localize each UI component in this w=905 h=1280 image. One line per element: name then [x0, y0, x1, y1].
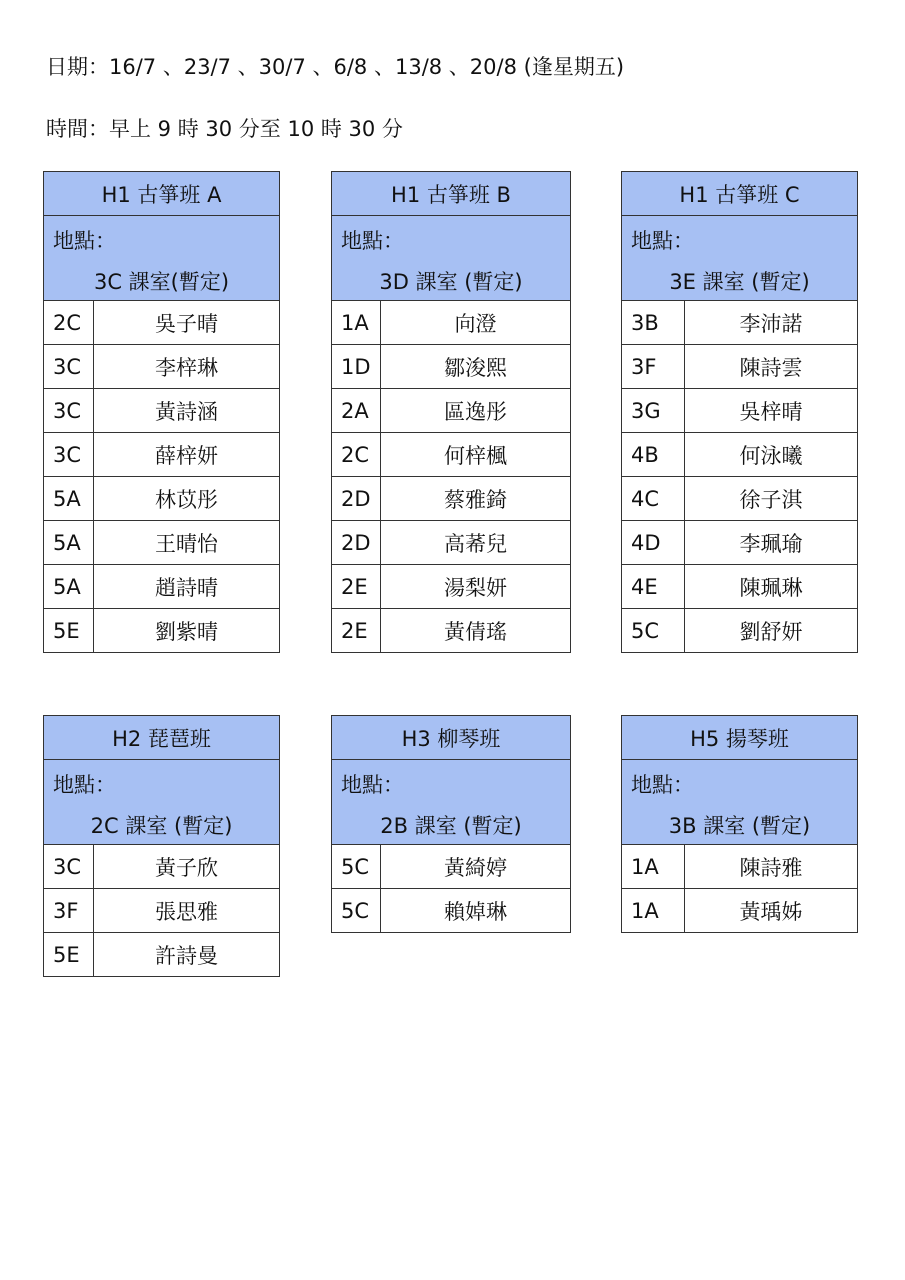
- student-name: 吳子晴: [94, 301, 280, 345]
- class-table: [331, 171, 571, 653]
- location-cell: [44, 216, 280, 301]
- table-row: [622, 609, 858, 653]
- student-name: 何泳曦: [685, 433, 858, 477]
- room-name: 3E 課室 (暫定): [669, 270, 810, 294]
- student-name: 黃詩涵: [94, 389, 280, 433]
- student-class: 3C: [44, 345, 94, 389]
- student-class: 1A: [622, 845, 685, 889]
- location-cell: [622, 760, 858, 845]
- student-name: 高莃兒: [381, 521, 571, 565]
- class-title: H2 琵琶班: [44, 716, 280, 760]
- student-class: 5C: [332, 889, 381, 933]
- table-row: [44, 301, 280, 345]
- table-row: [332, 845, 571, 889]
- location-cell: [332, 760, 571, 845]
- student-name: 區逸彤: [381, 389, 571, 433]
- class-title: H3 柳琴班: [332, 716, 571, 760]
- student-class: 3C: [44, 433, 94, 477]
- class-title: H5 揚琴班: [622, 716, 858, 760]
- table-row: [332, 609, 571, 653]
- location-label: 地點：: [631, 229, 694, 253]
- location-cell: [622, 216, 858, 301]
- student-class: 4B: [622, 433, 685, 477]
- student-class: 2E: [332, 609, 381, 653]
- table-row: [44, 521, 280, 565]
- student-class: 5E: [44, 609, 94, 653]
- student-class: 5A: [44, 477, 94, 521]
- class-title: H1 古箏班 A: [44, 172, 280, 216]
- class-title: H1 古箏班 C: [622, 172, 858, 216]
- room-name: 3D 課室 (暫定): [379, 270, 523, 294]
- student-name: 向澄: [381, 301, 571, 345]
- location-cell: [332, 216, 571, 301]
- student-class: 3F: [44, 889, 94, 933]
- student-name: 賴婥琳: [381, 889, 571, 933]
- student-class: 3B: [622, 301, 685, 345]
- student-name: 黃子欣: [94, 845, 280, 889]
- table-row: [622, 389, 858, 433]
- student-name: 何梓楓: [381, 433, 571, 477]
- student-class: 2D: [332, 521, 381, 565]
- student-name: 張思雅: [94, 889, 280, 933]
- table-row: [332, 389, 571, 433]
- student-name: 林苡彤: [94, 477, 280, 521]
- table-row: [44, 609, 280, 653]
- room-name: 3B 課室 (暫定): [668, 814, 811, 838]
- student-class: 3G: [622, 389, 685, 433]
- table-row: [622, 889, 858, 933]
- student-name: 劉舒妍: [685, 609, 858, 653]
- student-name: 李珮瑜: [685, 521, 858, 565]
- class-table: [43, 171, 280, 653]
- table-row: [44, 477, 280, 521]
- student-name: 黃綺婷: [381, 845, 571, 889]
- student-class: 3F: [622, 345, 685, 389]
- class-title: H1 古箏班 B: [332, 172, 571, 216]
- class-table: [331, 715, 571, 933]
- student-class: 1A: [332, 301, 381, 345]
- table-row: [622, 345, 858, 389]
- table-row: [332, 433, 571, 477]
- table-row: [44, 889, 280, 933]
- student-name: 徐子淇: [685, 477, 858, 521]
- student-name: 黃瑀姊: [685, 889, 858, 933]
- student-name: 陳珮琳: [685, 565, 858, 609]
- table-row: [622, 845, 858, 889]
- table-row: [622, 521, 858, 565]
- table-row: [44, 389, 280, 433]
- class-table: [621, 171, 858, 653]
- student-name: 蔡雅錡: [381, 477, 571, 521]
- table-row: [332, 345, 571, 389]
- student-class: 2C: [332, 433, 381, 477]
- student-name: 薛梓妍: [94, 433, 280, 477]
- location-label: 地點：: [53, 773, 116, 797]
- table-row: [332, 565, 571, 609]
- student-class: 2E: [332, 565, 381, 609]
- student-class: 1D: [332, 345, 381, 389]
- table-row: [332, 521, 571, 565]
- class-table: [621, 715, 858, 933]
- class-table: [43, 715, 280, 977]
- student-class: 3C: [44, 389, 94, 433]
- student-class: 5E: [44, 933, 94, 977]
- table-row: [622, 477, 858, 521]
- location-label: 地點：: [341, 773, 404, 797]
- room-name: 2C 課室 (暫定): [90, 814, 233, 838]
- student-class: 2A: [332, 389, 381, 433]
- student-name: 鄒浚熙: [381, 345, 571, 389]
- student-name: 陳詩雅: [685, 845, 858, 889]
- student-class: 4D: [622, 521, 685, 565]
- table-row: [332, 889, 571, 933]
- room-name: 2B 課室 (暫定): [380, 814, 522, 838]
- location-label: 地點：: [341, 229, 404, 253]
- student-name: 劉紫晴: [94, 609, 280, 653]
- table-row: [44, 565, 280, 609]
- student-class: 5C: [622, 609, 685, 653]
- table-row: [332, 477, 571, 521]
- student-class: 4E: [622, 565, 685, 609]
- table-row: [622, 565, 858, 609]
- student-class: 1A: [622, 889, 685, 933]
- student-name: 李沛諾: [685, 301, 858, 345]
- table-row: [622, 433, 858, 477]
- location-label: 地點：: [53, 229, 116, 253]
- table-row: [622, 301, 858, 345]
- student-name: 趙詩晴: [94, 565, 280, 609]
- student-name: 陳詩雲: [685, 345, 858, 389]
- table-row: [44, 433, 280, 477]
- student-name: 王晴怡: [94, 521, 280, 565]
- student-name: 吳梓晴: [685, 389, 858, 433]
- student-class: 2D: [332, 477, 381, 521]
- student-class: 5C: [332, 845, 381, 889]
- location-cell: [44, 760, 280, 845]
- table-row: [44, 845, 280, 889]
- location-label: 地點：: [631, 773, 694, 797]
- table-row: [44, 933, 280, 977]
- student-class: 5A: [44, 521, 94, 565]
- student-class: 3C: [44, 845, 94, 889]
- table-row: [44, 345, 280, 389]
- student-class: 4C: [622, 477, 685, 521]
- student-name: 許詩曼: [94, 933, 280, 977]
- table-row: [332, 301, 571, 345]
- student-name: 黃倩瑤: [381, 609, 571, 653]
- student-class: 5A: [44, 565, 94, 609]
- student-class: 2C: [44, 301, 94, 345]
- time-line: 時間：早上 9 時 30 分至 10 時 30 分: [46, 117, 403, 141]
- date-line: 日期：16/7 、23/7 、30/7 、6/8 、13/8 、20/8 (逢星期五): [46, 55, 625, 79]
- room-name: 3C 課室(暫定): [93, 270, 230, 294]
- student-name: 湯梨妍: [381, 565, 571, 609]
- student-name: 李梓琳: [94, 345, 280, 389]
